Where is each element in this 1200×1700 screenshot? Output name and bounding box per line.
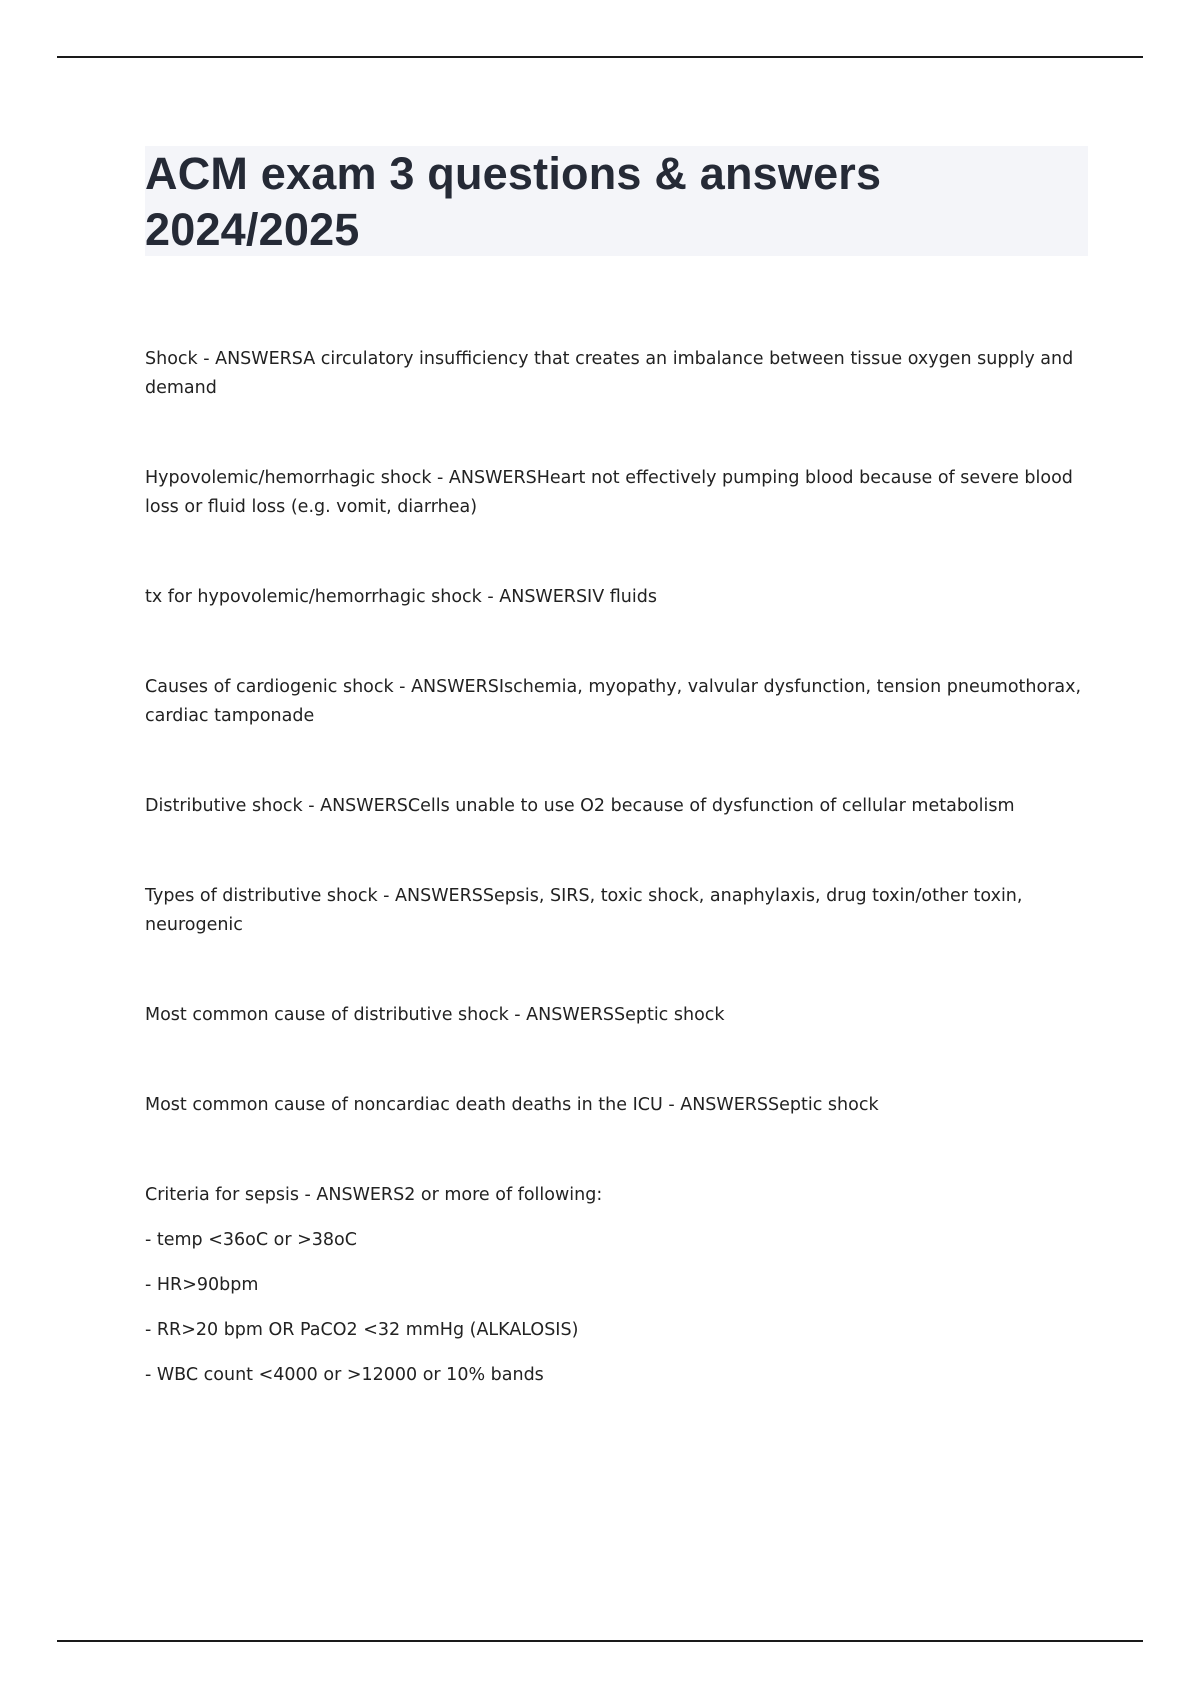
qa-text: Most common cause of noncardiac death deaths in the ICU - ANSWERSSeptic shock [145, 1095, 879, 1115]
list-item: - WBC count <4000 or >12000 or 10% bands [145, 1365, 544, 1385]
qa-entry [145, 1001, 1095, 1030]
qa-entry [145, 792, 1095, 821]
qa-text: Hypovolemic/hemorrhagic shock - ANSWERSHeart not effectively pumping blood because of severe blood loss or fluid loss (e.g. vomit, diarrhea) [145, 468, 1073, 517]
list-item: - RR>20 bpm OR PaCO2 <32 mmHg (ALKALOSIS) [145, 1320, 579, 1340]
qa-text: Shock - ANSWERSA circulatory insufficiency that creates an imbalance between tissue oxygen supply and demand [145, 349, 1074, 398]
title-block [145, 146, 1088, 256]
qa-text: Types of distributive shock - ANSWERSSepsis, SIRS, toxic shock, anaphylaxis, drug toxin/other toxin, neurogenic [145, 886, 1023, 935]
qa-entry [145, 673, 1095, 731]
qa-entry [145, 1091, 1095, 1120]
sepsis-criteria-list [145, 1226, 1095, 1390]
qa-text: Criteria for sepsis - ANSWERS2 or more of following: [145, 1185, 603, 1205]
qa-entry [145, 583, 1095, 612]
document-title: ACM exam 3 questions & answers 2024/2025 [145, 148, 882, 255]
qa-entry [145, 345, 1095, 403]
top-rule [57, 56, 1143, 58]
qa-entry [145, 882, 1095, 940]
qa-entry-sepsis [145, 1181, 1095, 1390]
qa-text: tx for hypovolemic/hemorrhagic shock - ANSWERSIV fluids [145, 587, 657, 607]
list-item: - HR>90bpm [145, 1275, 259, 1295]
list-item: - temp <36oC or >38oC [145, 1230, 357, 1250]
qa-entry [145, 464, 1095, 522]
bottom-rule [57, 1640, 1143, 1642]
qa-text: Most common cause of distributive shock - ANSWERSSeptic shock [145, 1005, 725, 1025]
document-body [145, 345, 1095, 1451]
qa-text: Distributive shock - ANSWERSCells unable to use O2 because of dysfunction of cellular metabolism [145, 796, 1015, 816]
qa-text: Causes of cardiogenic shock - ANSWERSIschemia, myopathy, valvular dysfunction, tension pneumothorax, cardiac tamponade [145, 677, 1082, 726]
